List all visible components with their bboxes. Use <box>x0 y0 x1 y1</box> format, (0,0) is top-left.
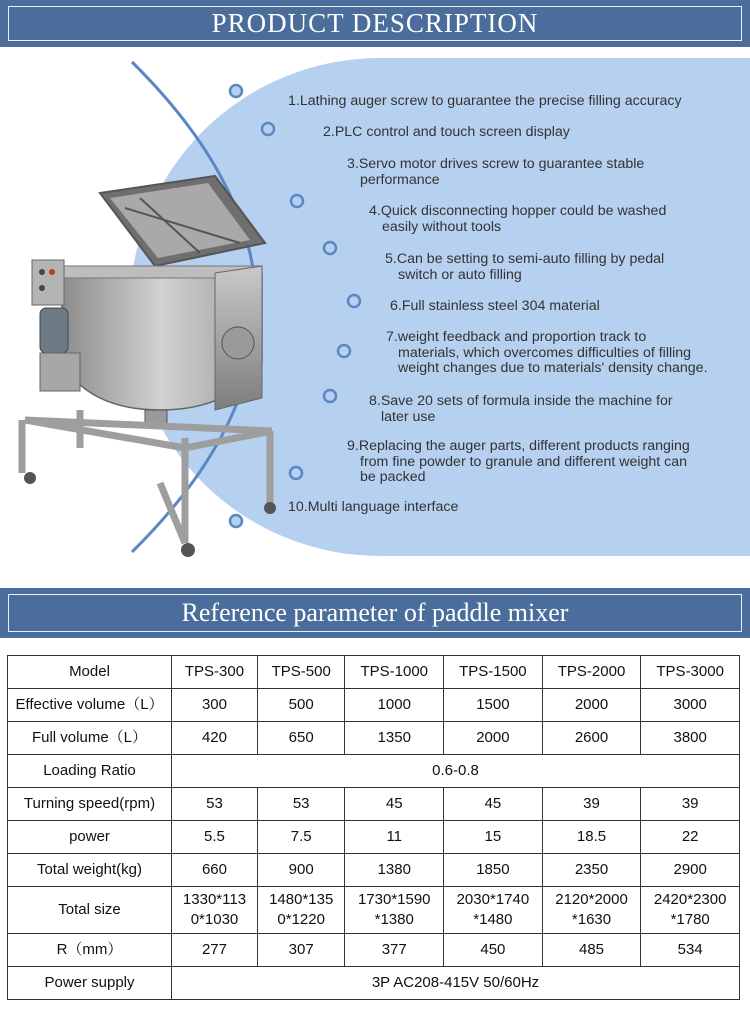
table-cell: 1000 <box>345 689 444 722</box>
arc-dot <box>324 242 336 254</box>
table-row <box>8 689 740 722</box>
arc-dot <box>348 295 360 307</box>
table-cell: 3800 <box>641 722 740 755</box>
table-cell: 39 <box>542 788 641 821</box>
table-header-cell: TPS-1000 <box>345 656 444 689</box>
feature-item-10: 10.Multi language interface <box>288 499 459 515</box>
table-cell: 1350 <box>345 722 444 755</box>
table-header-cell: TPS-1500 <box>444 656 543 689</box>
table-cell: 1380 <box>345 854 444 887</box>
reference-parameter-title: Reference parameter of paddle mixer <box>8 594 742 632</box>
table-cell: 1500 <box>444 689 543 722</box>
table-cell: 39 <box>641 788 740 821</box>
feature-item-9: 9.Replacing the auger parts, different products ranging from fine powder to granule and different weight can be packed <box>347 438 690 485</box>
table-cell: 300 <box>172 689 258 722</box>
table-cell: 18.5 <box>542 821 641 854</box>
table-cell: 307 <box>257 934 344 967</box>
table-cell: 1480*135 0*1220 <box>257 887 344 934</box>
paddle-mixer-illustration <box>0 148 300 583</box>
table-cell: 2900 <box>641 854 740 887</box>
table-header-cell: TPS-300 <box>172 656 258 689</box>
table-row <box>8 821 740 854</box>
table-header-cell: TPS-2000 <box>542 656 641 689</box>
table-cell: 53 <box>257 788 344 821</box>
table-cell: 22 <box>641 821 740 854</box>
table-cell: 53 <box>172 788 258 821</box>
feature-item-7: 7.weight feedback and proportion track to materials, which overcomes difficulties of filling weight changes due to materials' density change. <box>386 329 708 376</box>
table-cell: 45 <box>345 788 444 821</box>
table-cell: Effective volume（L） <box>8 689 172 722</box>
table-row <box>8 934 740 967</box>
table-cell: 420 <box>172 722 258 755</box>
table-row <box>8 722 740 755</box>
table-cell: 2420*2300 *1780 <box>641 887 740 934</box>
table-cell: 500 <box>257 689 344 722</box>
table-cell: Power supply <box>8 967 172 1000</box>
table-cell: 1730*1590 *1380 <box>345 887 444 934</box>
arc-dot <box>338 345 350 357</box>
table-cell: Total size <box>8 887 172 934</box>
table-cell: power <box>8 821 172 854</box>
feature-item-5: 5.Can be setting to semi-auto filling by pedal switch or auto filling <box>385 251 665 283</box>
arc-dot <box>262 123 274 135</box>
table-cell: 534 <box>641 934 740 967</box>
table-cell: 650 <box>257 722 344 755</box>
table-cell: Full volume（L） <box>8 722 172 755</box>
table-row <box>8 854 740 887</box>
product-description-banner <box>0 0 750 47</box>
table-row <box>8 887 740 934</box>
table-row <box>8 967 740 1000</box>
table-cell: 3P AC208-415V 50/60Hz <box>172 967 740 1000</box>
table-row <box>8 788 740 821</box>
table-cell: 2350 <box>542 854 641 887</box>
table-cell: 7.5 <box>257 821 344 854</box>
table-cell: 377 <box>345 934 444 967</box>
table-cell: R（mm） <box>8 934 172 967</box>
table-cell: 660 <box>172 854 258 887</box>
arc-dot <box>230 85 242 97</box>
table-cell: 2600 <box>542 722 641 755</box>
arc-dot <box>324 390 336 402</box>
table-cell: 1850 <box>444 854 543 887</box>
table-cell: 11 <box>345 821 444 854</box>
table-cell: 450 <box>444 934 543 967</box>
table-header-cell: TPS-500 <box>257 656 344 689</box>
table-cell: 1330*113 0*1030 <box>172 887 258 934</box>
feature-item-1: 1.Lathing auger screw to guarantee the precise filling accuracy <box>288 93 682 109</box>
table-cell: 2000 <box>542 689 641 722</box>
table-cell: 277 <box>172 934 258 967</box>
table-cell: 15 <box>444 821 543 854</box>
table-cell: 45 <box>444 788 543 821</box>
table-header-cell: Model <box>8 656 172 689</box>
feature-item-3: 3.Servo motor drives screw to guarantee stable performance <box>347 156 645 188</box>
table-cell: 900 <box>257 854 344 887</box>
feature-item-8: 8.Save 20 sets of formula inside the machine for later use <box>369 393 673 425</box>
table-cell: 2000 <box>444 722 543 755</box>
parameter-table <box>7 655 740 1000</box>
features-section <box>0 58 750 556</box>
table-cell: Total weight(kg) <box>8 854 172 887</box>
table-cell: Loading Ratio <box>8 755 172 788</box>
feature-item-6: 6.Full stainless steel 304 material <box>390 298 600 314</box>
table-cell: Turning speed(rpm) <box>8 788 172 821</box>
table-cell: 2120*2000 *1630 <box>542 887 641 934</box>
feature-item-2: 2.PLC control and touch screen display <box>323 124 570 140</box>
table-cell: 2030*1740 *1480 <box>444 887 543 934</box>
table-header-cell: TPS-3000 <box>641 656 740 689</box>
table-cell: 3000 <box>641 689 740 722</box>
table-header-row <box>8 656 740 689</box>
reference-parameter-banner <box>0 588 750 638</box>
table-cell: 485 <box>542 934 641 967</box>
table-cell: 0.6-0.8 <box>172 755 740 788</box>
feature-item-4: 4.Quick disconnecting hopper could be washed easily without tools <box>369 203 667 235</box>
table-cell: 5.5 <box>172 821 258 854</box>
product-description-title: PRODUCT DESCRIPTION <box>8 6 742 41</box>
table-row <box>8 755 740 788</box>
